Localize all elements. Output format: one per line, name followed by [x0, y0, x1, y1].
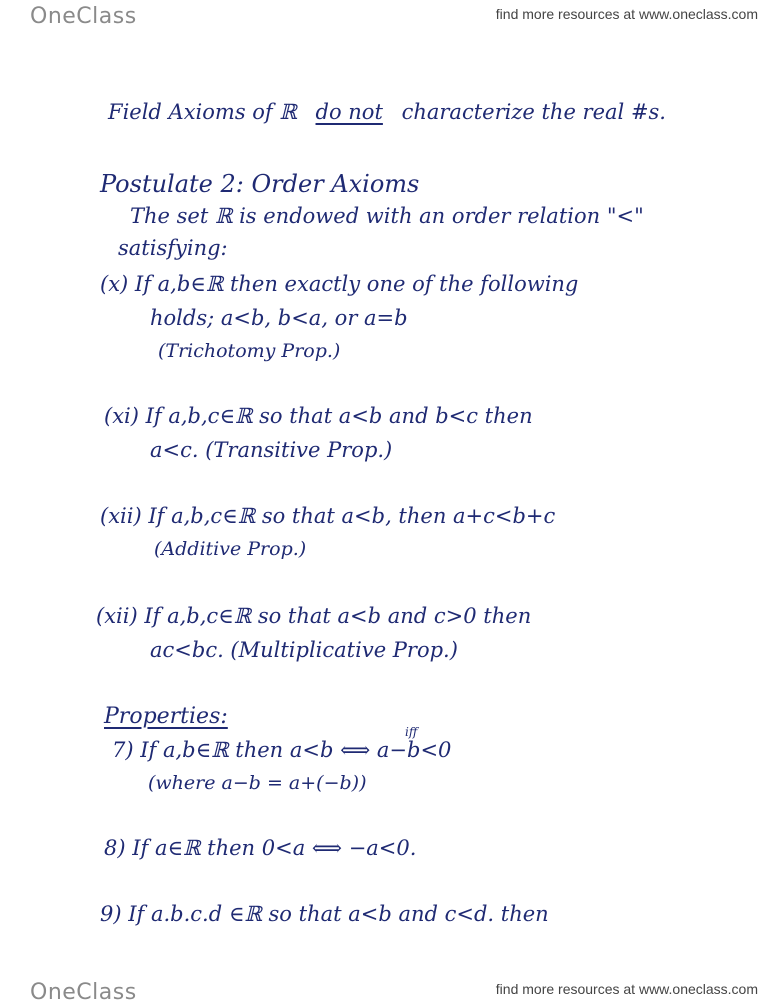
text: characterize the real #s. — [401, 100, 666, 124]
heading-properties: Properties: — [104, 704, 228, 729]
axiom-x-line3: (Trichotomy Prop.) — [158, 340, 341, 362]
axiom-x-line2: holds; a<b, b<a, or a=b — [150, 306, 408, 330]
underlined-text: do not — [315, 100, 383, 124]
axiom-xi-line2: a<c. (Transitive Prop.) — [150, 438, 393, 462]
property-9: 9) If a.b.c.d ∈ℝ so that a<b and c<d. then — [100, 902, 549, 926]
iff-label: iff — [405, 725, 418, 739]
property-8: 8) If a∈ℝ then 0<a ⟺ −a<0. — [104, 836, 417, 860]
axiom-xii-line2: (Additive Prop.) — [154, 538, 307, 560]
line-field-axioms — [108, 100, 666, 124]
promo-link-bottom[interactable]: find more resources at www.oneclass.com — [495, 981, 758, 997]
oneclass-logo-bottom — [30, 980, 137, 1005]
axiom-xiii-line2: ac<bc. (Multiplicative Prop.) — [150, 638, 458, 662]
axiom-xi-line1: (xi) If a,b,c∈ℝ so that a<b and b<c then — [104, 404, 533, 428]
axiom-x-line1: (x) If a,b∈ℝ then exactly one of the following — [100, 272, 579, 296]
property-7-line1: 7) If a,b∈ℝ then a<b ⟺ a−b<0 — [112, 738, 452, 762]
property-7-line2: (where a−b = a+(−b)) — [148, 772, 367, 794]
text: Field Axioms of ℝ — [108, 100, 297, 124]
axiom-xii-line1: (xii) If a,b,c∈ℝ so that a<b, then a+c<b+c — [100, 504, 556, 528]
promo-link-top[interactable]: find more resources at www.oneclass.com — [495, 6, 758, 22]
axiom-xiii-line1: (xii) If a,b,c∈ℝ so that a<b and c>0 then — [96, 604, 532, 628]
brand-name: OneClass — [30, 4, 137, 29]
oneclass-logo-top — [30, 4, 137, 29]
heading-postulate: Postulate 2: Order Axioms — [100, 170, 420, 198]
brand-name: OneClass — [30, 980, 137, 1005]
line-order-relation: The set ℝ is endowed with an order relation "<" — [130, 204, 644, 228]
line-satisfying: satisfying: — [118, 236, 228, 260]
